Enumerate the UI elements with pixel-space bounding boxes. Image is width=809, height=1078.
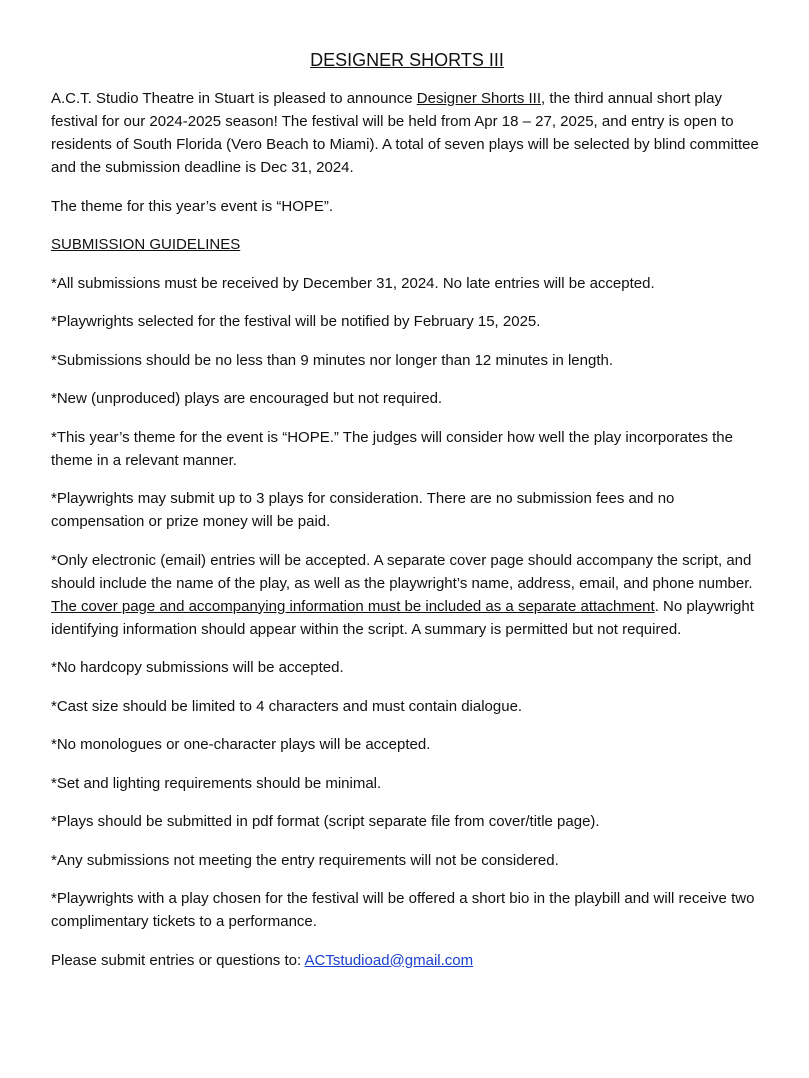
theme-line: The theme for this year’s event is “HOPE”. [51,197,334,215]
guideline-item: *Any submissions not meeting the entry requirements will not be considered. [51,851,559,869]
guideline-electronic-entries [51,549,763,641]
document-page [51,48,763,987]
electronic-text-start: *Only electronic (email) entries will be accepted. A separate cover page should accompany the script, and should include the name of the play, as well as the playwright’s name, address, email, and phone number. [51,551,753,592]
guideline-item: *Submissions should be no less than 9 minutes nor longer than 12 minutes in length. [51,351,614,369]
intro-text-end: , the third annual short play festival for our 2024-2025 season! The festival will be held from Apr 18 – 27, 2025, and entry is open to residents of South Florida (Vero Beach to Miami). A total of seven plays will be selected by blind committee and the submission deadline is Dec 31, 2024. [51,90,759,176]
contact-line [51,949,763,972]
event-name: Designer Shorts III [416,90,541,107]
intro-text-start: A.C.T. Studio Theatre in Stuart is pleased to announce [51,90,417,107]
guidelines-heading: SUBMISSION GUIDELINES [51,236,241,253]
guideline-item: *Playwrights may submit up to 3 plays for consideration. There are no submission fees and no compensation or prize money will be paid. [51,490,675,530]
guideline-item: *Plays should be submitted in pdf format (script separate file from cover/title page). [51,813,600,830]
guideline-item: *No monologues or one-character plays will be accepted. [51,736,431,753]
guideline-item: *This year’s theme for the event is “HOPE.” The judges will consider how well the play incorporates the theme in a relevant manner. [51,428,733,469]
guideline-item: *Set and lighting requirements should be minimal. [51,774,382,792]
guideline-item: *No hardcopy submissions will be accepted. [51,659,344,676]
contact-label: Please submit entries or questions to: [51,951,305,969]
guideline-item: *Playwrights with a play chosen for the festival will be offered a short bio in the playbill and will receive two complimentary tickets to a performance. [51,890,755,930]
guideline-item: *New (unproduced) plays are encouraged but not required. [51,390,443,407]
contact-email-link[interactable]: ACTstudioad@gmail.com [304,951,474,969]
document-title: DESIGNER SHORTS III [310,50,504,70]
electronic-text-end: . No playwright identifying information should appear within the script. A summary is permitted but not required. [51,597,754,638]
guideline-item: *All submissions must be received by December 31, 2024. No late entries will be accepted. [51,274,655,292]
guideline-item: *Playwrights selected for the festival will be notified by February 15, 2025. [51,313,541,330]
guideline-item: *Cast size should be limited to 4 characters and must contain dialogue. [51,697,523,715]
separate-attachment-note: The cover page and accompanying information must be included as a separate attachment [51,597,655,615]
intro-paragraph [51,87,763,179]
